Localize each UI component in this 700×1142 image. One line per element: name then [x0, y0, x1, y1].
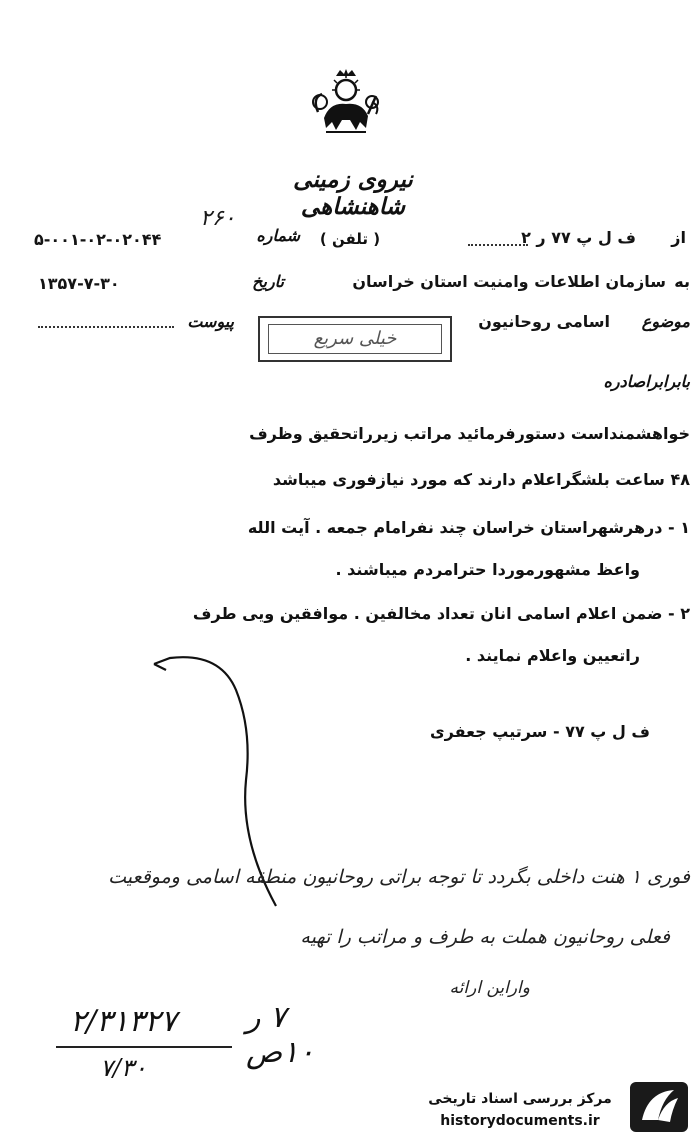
handwritten-date: ۷/۳۰ [100, 1054, 147, 1082]
from-value: ف ل پ ۷۷ ر ۲ [521, 228, 636, 247]
priority-stamp [258, 316, 452, 362]
number-value: ۵-۰۰۱-۰۲-۰۲۰۴۴ [34, 230, 162, 249]
handwritten-underline [56, 1046, 232, 1048]
handwritten-mark: ۷ ر ۱۰ص [246, 1000, 315, 1070]
lion-and-sun-emblem-icon [310, 68, 382, 138]
number-handwritten: ۲۶۰ [200, 206, 236, 231]
handwritten-note-line: فعلی روحانیون هملت به طرف و مراتب را تهیه [300, 926, 670, 948]
phone-label: ( تلفن ) [319, 230, 381, 248]
body-line: خواهشمنداست دستورفرمائید مراتب زیرراتحقیق وظرف [249, 424, 690, 443]
body-line: ۴۸ ساعت بلشگراعلام دارند که مورد نیازفوری میباشد [272, 470, 690, 489]
subject-value: اسامی روحانیون [478, 312, 610, 331]
signature-line: ف ل پ ۷۷ - سرتیپ جعفری [429, 722, 650, 741]
date-label: تاریخ [252, 272, 284, 291]
body-line: ۱ - درهرشهراستان خراسان چند نفرامام جمعه . آیت الله [247, 518, 690, 537]
watermark-url: historydocuments.ir [440, 1113, 600, 1129]
to-value: سازمان اطلاعات وامنیت استان خراسان [352, 272, 666, 291]
watermark-title: مرکز بررسی اسناد تاریخی [428, 1091, 612, 1107]
body-heading: بابرابراصادره [603, 372, 690, 391]
body-line: واعظ مشهورموردا حترامردم میباشند . [335, 560, 640, 579]
attachment-dotted-line [38, 326, 174, 328]
handwritten-note-line: فوری ۱ هنت داخلی بگردد تا توجه براتی روحانیون منطقه اسامی وموقعیت [108, 866, 690, 888]
attachment-label: پیوست [187, 312, 234, 331]
organization-title: نیروی زمینی شاهنشاهی [293, 166, 413, 220]
from-label: از [671, 228, 686, 247]
priority-stamp-text: خیلی سریع [268, 324, 442, 354]
number-label: شماره [256, 226, 300, 245]
body-line: ۲ - ضمن اعلام اسامی انان تعداد مخالفین . موافقین ویی طرف [192, 604, 690, 623]
date-value: ۱۳۵۷-۷-۳۰ [38, 274, 120, 293]
subject-label: موضوع [641, 312, 690, 331]
handwritten-number: ۲/۳۱۳۲۷ [70, 1004, 177, 1039]
body-line: راتعیین واعلام نمایند . [465, 646, 640, 665]
from-dotted-line [468, 244, 528, 246]
handwritten-note-line: واراین ارائه [449, 978, 530, 998]
archive-logo-icon [628, 1080, 690, 1134]
to-label: به [674, 272, 690, 291]
watermark-text [420, 1088, 620, 1132]
